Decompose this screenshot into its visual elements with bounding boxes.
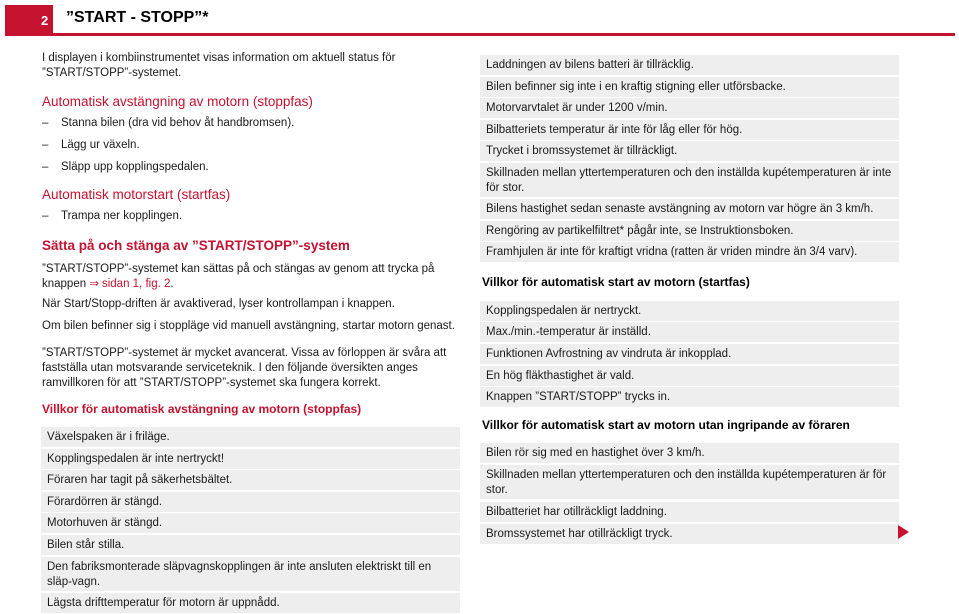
onoff-text: ”START/STOPP”-systemet är mycket avancerat. Vissa av förloppen är svåra att fastställa utan motsvarande serviceteknik. I den följande översikten anges ramvillkoren för att ”START/STOPP”-systemet ska fungera korrekt.	[42, 347, 447, 389]
condition-item: Framhjulen är inte för kraftigt vridna (ratten är vriden mindre än 3/4 varv).	[480, 242, 899, 262]
condition-item: Växelspaken är i friläge.	[41, 427, 460, 447]
condition-item: Funktionen Avfrostning av vindruta är inkopplad.	[480, 344, 899, 364]
condition-item: Skillnaden mellan yttertemperaturen och den inställda kupétemperaturen är för stor.	[480, 465, 899, 499]
page-reference-link[interactable]: sidan 1, fig. 2	[101, 278, 171, 290]
condition-item: Bilen befinner sig inte i en kraftig stigning eller utförsbacke.	[480, 77, 899, 97]
dash: –	[42, 139, 49, 151]
dash: –	[42, 161, 49, 173]
onoff-text: När Start/Stopp-driften är avaktiverad, lyser kontrollampan i knappen.	[42, 298, 395, 310]
condition-item: Bilens hastighet sedan senaste avstängning av motorn var högre än 3 km/h.	[480, 199, 899, 219]
start-no-driver-heading: Villkor för automatisk start av motorn utan ingripande av föraren	[482, 418, 850, 432]
condition-item: Lägsta drifttemperatur för motorn är uppnådd.	[41, 593, 460, 613]
triangle-right-icon[interactable]	[898, 525, 909, 539]
condition-item: Bilen rör sig med en hastighet över 3 km/h.	[480, 443, 899, 463]
auto-stop-step: Stanna bilen (dra vid behov åt handbromsen).	[61, 117, 295, 129]
auto-start-heading: Automatisk motorstart (startfas)	[42, 187, 231, 202]
condition-item: Knappen ”START/STOPP” trycks in.	[480, 387, 899, 407]
page-header	[0, 5, 959, 39]
dash: –	[42, 210, 49, 222]
onoff-text: Om bilen befinner sig i stoppläge vid manuell avstängning, startar motorn genast.	[42, 320, 455, 332]
condition-item: En hög fläkthastighet är vald.	[480, 366, 899, 386]
condition-item: Bilen står stilla.	[41, 535, 460, 555]
condition-item: Bilbatteriets temperatur är inte för låg eller för hög.	[480, 120, 899, 140]
start-conditions-heading: Villkor för automatisk start av motorn (startfas)	[482, 275, 750, 289]
condition-item: Motorvarvtalet är under 1200 v/min.	[480, 98, 899, 118]
page-number: 2	[5, 5, 53, 36]
condition-item: Kopplingspedalen är inte nertryckt!	[41, 449, 460, 469]
condition-item: Trycket i bromssystemet är tillräckligt.	[480, 141, 899, 161]
condition-item: Föraren har tagit på säkerhetsbältet.	[41, 470, 460, 490]
condition-item: Motorhuven är stängd.	[41, 513, 460, 533]
condition-item: Den fabriksmonterade släpvagnskopplingen är inte ansluten elektriskt till en släp-vagn.	[41, 557, 460, 591]
condition-item: Rengöring av partikelfiltret* pågår inte, se Instruktionsboken.	[480, 221, 899, 241]
intro-text: I displayen i kombiinstrumentet visas information om aktuell status för ”START/STOPP”-systemet.	[42, 52, 396, 79]
dash: –	[42, 117, 49, 129]
onoff-heading: Sätta på och stänga av ”START/STOPP”-system	[42, 238, 350, 253]
condition-item: Laddningen av bilens batteri är tillräcklig.	[480, 55, 899, 75]
condition-item: Bromssystemet har otillräckligt tryck.	[480, 524, 899, 544]
condition-item: Skillnaden mellan yttertemperaturen och den inställda kupétemperaturen är inte för stor.	[480, 163, 899, 197]
condition-item: Bilbatteriet har otillräckligt laddning.	[480, 502, 899, 522]
stop-conditions-heading: Villkor för automatisk avstängning av motorn (stoppfas)	[42, 402, 362, 416]
condition-item: Kopplingspedalen är nertryckt.	[480, 301, 899, 321]
auto-stop-step: Släpp upp kopplingspedalen.	[61, 161, 209, 173]
auto-stop-step: Lägg ur växeln.	[61, 139, 140, 151]
onoff-text: ”START/STOPP”-systemet kan sättas på och stängas av genom att trycka på knappen	[42, 263, 435, 290]
auto-start-step: Trampa ner kopplingen.	[61, 210, 183, 222]
double-arrow-right-icon: ⇒	[89, 278, 99, 290]
onoff-period: .	[170, 278, 174, 290]
header-rule	[53, 33, 955, 36]
onoff-paragraph	[42, 262, 462, 292]
auto-stop-heading: Automatisk avstängning av motorn (stoppfas)	[42, 94, 313, 109]
condition-item: Förardörren är stängd.	[41, 492, 460, 512]
page-title: ”START - STOPP”*	[66, 9, 209, 26]
condition-item: Max./min.-temperatur är inställd.	[480, 322, 899, 342]
